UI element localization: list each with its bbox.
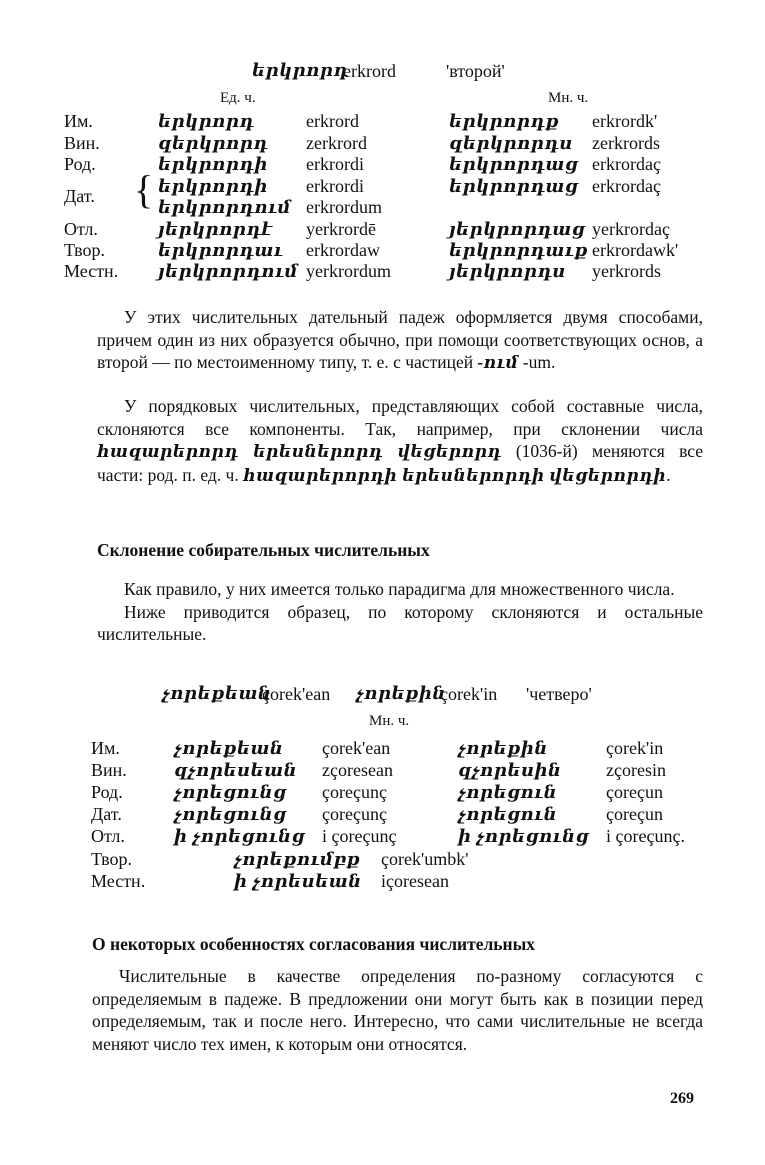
sg-translit: erkrordi [306,176,364,196]
pl-armenian: երկրորդաց [449,176,579,196]
form-a-armenian: ի չորեսեան [234,871,362,891]
form-b-translit: i çoreçunç. [606,826,685,846]
ordinal-translit: erkrord [343,61,396,81]
form-b-armenian: չորեքին [458,738,548,758]
pl-armenian: զերկրորդս [449,133,573,153]
case-label: Твор. [91,849,132,869]
sg-translit: yerkrordum [306,261,391,281]
section-heading-collective: Склонение собирательных числительных [97,540,430,560]
form-b-translit: çoreçun [606,782,663,802]
para4-text: Ниже приводится образец, по которому склоняются и остальные числительные. [97,601,703,644]
case-label: Дат. [91,804,122,824]
collective-gloss: 'четверо' [526,684,592,704]
paragraph-plural-only [97,578,703,646]
collective-translit-1: çorek'ean [262,684,331,704]
form-b-armenian: չորեցուն [458,782,558,802]
form-a-armenian: չորեցունց [174,782,287,802]
case-label: Вин. [64,133,100,153]
form-b-armenian: զչորեսին [458,760,562,780]
table1-header-singular: Ед. ч. [220,90,256,106]
number-armenian: հազարերորդ երեսներորդ վեցերորդ [97,442,502,461]
case-label: Вин. [91,760,127,780]
sg-translit: zerkrord [306,133,367,153]
form-a-translit: çoreçunç [322,782,387,802]
sg-translit: erkrordi [306,154,364,174]
sg-armenian: երկրորդաւ [158,240,284,260]
case-label: Им. [64,111,93,131]
case-label: Твор. [64,240,105,260]
ordinal-gloss: 'второй' [446,61,505,81]
pl-armenian: երկրորդաւք [449,240,588,260]
form-b-translit: zçoresin [606,760,666,780]
genitive-armenian: հազարերորդի երեսներորդի վեցերորդի [243,465,667,485]
para5-text: Числительные в качестве определения по-разному согласуются с определяемым в падеже. В предложении они могут быть как в позиции перед определяемым, так и после него. Интересно, что сами числительные не всегда меняют число тех имен, к которым они относятся. [92,966,703,1054]
para1-text-a: У этих числительных дательный падеж оформляется двумя способами, причем один из них образуется обычно, при помощи соответствующих основ, а второй — по местоименному типу, т. е. с частицей [97,307,703,372]
form-a-translit: i çoreçunç [322,826,397,846]
form-b-armenian: չորեցուն [458,804,558,824]
table1-header-plural: Мн. ч. [548,90,589,106]
form-a-translit: içoresean [381,871,449,891]
paragraph-dative [97,306,703,375]
pl-translit: yerkrordaç [592,219,670,239]
sg-translit: erkrordum [306,197,382,217]
case-label: Им. [91,738,120,758]
sg-armenian: երկրորդի [158,154,268,174]
para1-text-b: -um. [518,352,556,372]
section-heading-agreement: О некоторых особенностях согласования числительных [92,934,536,954]
pl-translit: erkrordk' [592,111,658,131]
form-a-armenian: չորեքումբք [234,849,361,869]
pl-translit: yerkrords [592,261,661,281]
para2-text-a: У порядковых числительных, представляющих собой составные числа, склоняются все компоненты. Так, например, при склонении числа [97,396,703,439]
pl-armenian: յերկրորդաց [449,219,586,239]
form-a-translit: zçoresean [322,760,393,780]
sg-armenian: յերկրորդում [158,261,298,281]
form-a-armenian: զչորեսեան [174,760,298,780]
case-label: Дат. [64,186,95,206]
form-a-armenian: ի չորեցունց [174,826,305,846]
paragraph-agreement [92,965,703,1055]
sg-armenian: յերկրորդէ [158,219,273,239]
pl-translit: erkrordaç [592,176,661,196]
sg-translit: yerkrordē [306,219,376,239]
sg-translit: erkrordaw [306,240,380,260]
case-label: Отл. [91,826,125,846]
pl-armenian: յերկրորդս [449,261,566,281]
form-a-armenian: չորեցունց [174,804,287,824]
sg-armenian: երկրորդի [158,176,268,196]
particle-armenian: -ում [477,353,519,372]
case-label: Род. [91,782,123,802]
form-a-armenian: չորեքեան [174,738,284,758]
case-label: Отл. [64,219,98,239]
form-a-translit: çorek'ean [322,738,391,758]
collective-armenian-2: չորեքին [356,683,446,703]
collective-armenian-1: չորեքեան [162,683,272,703]
para2-text-b: (1036-й) меняются все части: род. п. ед. ч. [97,441,703,485]
case-label: Местн. [91,871,146,891]
pl-translit: erkrordaç [592,154,661,174]
sg-armenian: զերկրորդ [158,133,269,153]
paragraph-compound [97,395,703,487]
pl-armenian: երկրորդաց [449,154,579,174]
collective-translit-2: çorek'in [440,684,498,704]
sg-armenian: երկրորդում [158,197,292,217]
table2-header-plural: Мн. ч. [369,713,410,729]
form-a-translit: çorek'umbk' [381,849,469,869]
pl-translit: erkrordawk' [592,240,679,260]
para3-text: Как правило, у них имеется только парадигма для множественного числа. [124,579,675,599]
case-label: Местн. [64,261,119,281]
sg-armenian: երկրորդ [158,111,255,131]
case-label: Род. [64,154,96,174]
brace-symbol: { [134,167,154,212]
ordinal-armenian: երկրորդ [252,60,349,80]
form-a-translit: çoreçunç [322,804,387,824]
pl-armenian: երկրորդք [449,111,560,131]
form-b-armenian: ի չորեցունց [458,826,589,846]
para2-text-c: . [666,464,671,485]
form-b-translit: çoreçun [606,804,663,824]
form-b-translit: çorek'in [606,738,664,758]
page-number: 269 [670,1090,694,1107]
sg-translit: erkrord [306,111,359,131]
pl-translit: zerkrords [592,133,660,153]
